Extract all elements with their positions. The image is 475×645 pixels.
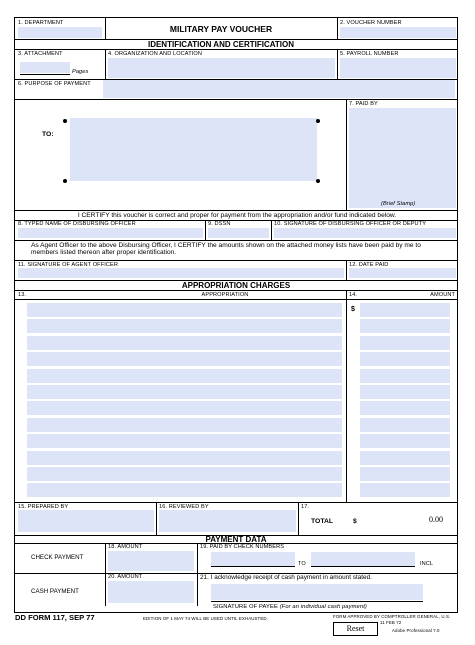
reset-button[interactable]: Reset [333,622,378,636]
cash-amount-field[interactable] [108,581,194,603]
cash-amount-label: 20. AMOUNT [108,574,143,580]
brief-stamp-label: (Brief Stamp) [381,201,416,207]
check-amount-label: 18. AMOUNT [108,544,143,550]
amount-line-field[interactable] [360,401,450,415]
disbursing-signature-label: 10. SIGNATURE OF DISBURSING OFFICER OR DEPUTY [274,221,427,227]
disbursing-officer-field[interactable] [18,228,203,238]
corner-marker [316,179,320,183]
total-label: TOTAL [311,518,334,525]
payment-section-title: PAYMENT DATA [205,535,267,544]
voucher-number-field[interactable] [340,27,456,38]
reviewed-by-field[interactable] [159,510,296,532]
department-field[interactable] [18,27,102,38]
appropriation-section-title: APPROPRIATION CHARGES [181,281,291,290]
block-17-label: 17. [301,504,310,510]
reviewed-by-label: 16. REVIEWED BY [159,504,209,510]
payee-address-field[interactable] [70,118,317,181]
appropriation-line-field[interactable] [27,352,342,366]
date-paid-field[interactable] [349,268,456,278]
agent-signature-field[interactable] [18,268,344,278]
corner-marker [63,119,67,123]
amount-line-field[interactable] [360,303,450,317]
check-number-to-field[interactable] [311,552,415,566]
check-numbers-label: 19. PAID BY CHECK NUMBERS [200,544,285,550]
approval-date: 11 FEB 72 [380,620,402,625]
paid-by-field[interactable] [349,108,456,208]
amount-line-field[interactable] [360,352,450,366]
corner-marker [316,119,320,123]
form-identifier: DD FORM 117, SEP 77 [15,613,95,622]
edition-note: EDITION OF 1 MAY 74 WILL BE USED UNTIL EXHAUSTED. [143,616,268,621]
appropriation-line-field[interactable] [27,336,342,350]
amount-line-field[interactable] [360,319,450,333]
amount-line-field[interactable] [360,434,450,448]
check-to-label: TO [298,561,306,567]
total-currency: $ [353,518,357,525]
appropriation-line-field[interactable] [27,418,342,432]
software-note: Adobe Professional 7.0 [392,628,440,633]
check-incl-label: INCL [420,561,434,567]
appropriation-line-field[interactable] [27,303,342,317]
prepared-by-field[interactable] [18,510,154,532]
purpose-field[interactable] [103,80,455,98]
appropriation-line-field[interactable] [27,434,342,448]
payroll-number-label: 5. PAYROLL NUMBER [340,51,399,57]
total-amount-value: 0.00 [429,515,443,524]
to-label: TO: [42,131,54,138]
agent-certification-statement: As Agent Officer to the above Disbursing Officer, I CERTIFY the amounts shown on the attached money lists have been paid by me to members listed thereon after proper identification. [31,242,421,257]
purpose-label: 6. PURPOSE OF PAYMENT [18,81,91,87]
amount-line-field[interactable] [360,418,450,432]
appropriation-line-field[interactable] [27,385,342,399]
amount-line-field[interactable] [360,369,450,383]
attachment-pages-field[interactable] [20,62,70,73]
cash-payment-label: CASH PAYMENT [31,588,79,595]
voucher-number-label: 2. VOUCHER NUMBER [340,20,402,26]
prepared-by-label: 15. PREPARED BY [18,504,69,510]
cash-receipt-statement: 21. I acknowledge receipt of cash payment in amount stated. [200,574,372,581]
appropriation-column-header: APPROPRIATION [201,292,249,298]
certify-statement: I CERTIFY this voucher is correct and proper for payment from the appropriation and/or fund indicated below. [77,212,397,219]
amount-line-field[interactable] [360,451,450,465]
block-14-label: 14. [349,292,358,298]
pages-label: Pages [72,69,89,75]
dssn-field[interactable] [208,228,269,238]
organization-field[interactable] [108,58,335,78]
appropriation-line-field[interactable] [27,467,342,481]
amount-line-field[interactable] [360,336,450,350]
department-label: 1. DEPARTMENT [18,20,64,26]
appropriation-line-field[interactable] [27,483,342,497]
appropriation-line-field[interactable] [27,451,342,465]
agent-signature-label: 11. SIGNATURE OF AGENT OFFICER [18,262,118,268]
payee-signature-label: SIGNATURE OF PAYEE (For an individual cash payment) [213,604,367,610]
amount-column-header: AMOUNT [430,292,455,298]
dssn-label: 9. DSSN [208,221,231,227]
attachment-label: 3. ATTACHMENT [18,51,63,57]
check-payment-label: CHECK PAYMENT [31,554,84,561]
block-13-label: 13. [18,292,27,298]
corner-marker [63,179,67,183]
appropriation-line-field[interactable] [27,369,342,383]
approval-note: FORM APPROVED BY COMPTROLLER GENERAL, U.S. [333,614,451,619]
form-title: MILITARY PAY VOUCHER [169,24,273,34]
identification-section-title: IDENTIFICATION AND CERTIFICATION [147,40,295,49]
military-pay-voucher-form [14,17,458,613]
payee-signature-field[interactable] [211,584,423,600]
payroll-number-field[interactable] [340,58,456,78]
disbursing-signature-field[interactable] [274,228,456,238]
paid-by-label: 7. PAID BY [349,101,378,107]
date-paid-label: 12. DATE PAID [349,262,389,268]
check-number-from-field[interactable] [211,552,295,566]
appropriation-line-field[interactable] [27,319,342,333]
amount-dollar-sign: $ [351,306,355,313]
amount-line-field[interactable] [360,483,450,497]
amount-line-field[interactable] [360,467,450,481]
amount-line-field[interactable] [360,385,450,399]
appropriation-line-field[interactable] [27,401,342,415]
organization-label: 4. ORGANIZATION AND LOCATION [108,51,202,57]
check-amount-field[interactable] [108,551,194,571]
disbursing-officer-label: 8. TYPED NAME OF DISBURSING OFFICER [18,221,136,227]
